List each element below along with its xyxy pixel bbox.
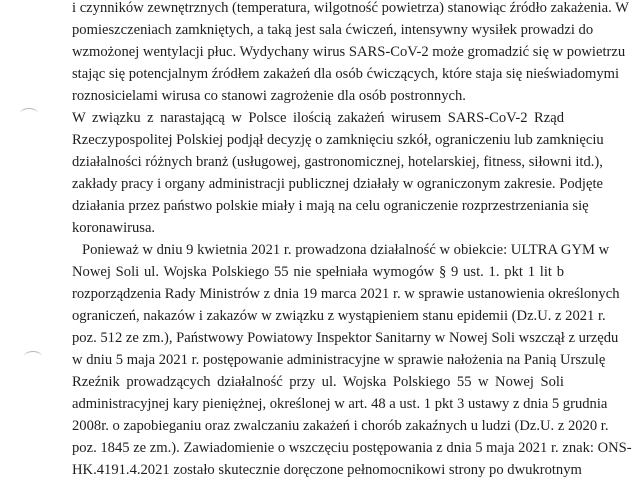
punch-hole-mark <box>20 108 38 119</box>
text-line: administracyjnej kary pieniężnej, określonej w art. 48 a ust. 1 pkt 3 ustawy z dnia 5 grudnia <box>72 396 608 412</box>
text-line: pomieszczeniach zamkniętych, a taką jest sala ćwiczeń, intensywny wysiłek prowadzi do <box>72 22 594 38</box>
text-line: Rzeczypospolitej Polskiej podjął decyzję o zamknięciu szkół, ograniczeniu lub zamknięciu <box>72 132 604 148</box>
punch-hole-mark <box>24 351 42 362</box>
text-line: działania przez państwo polskie miały i mają na celu ograniczenie rozprzestrzeniania się <box>72 198 589 214</box>
text-line: 2008r. o zapobieganiu oraz zwalczaniu zakażeń i chorób zakaźnych u ludzi (Dz.U. z 2020 r. <box>72 418 609 434</box>
text-line: rozporządzenia Rady Ministrów z dnia 19 marca 2021 r. w sprawie ustanowienia określonych <box>72 286 620 302</box>
text-line: poz. 512 ze zm.), Państwowy Powiatowy Inspektor Sanitarny w Nowej Soli wszczął z urzędu <box>72 330 619 346</box>
paragraph-3 <box>72 239 632 481</box>
text-line: poz. 1845 ze zm.). Zawiadomienie o wszczęciu postępowania z dnia 5 maja 2021 r. znak: ONS- <box>72 440 632 456</box>
paragraph-2 <box>72 107 604 239</box>
text-line: ograniczeń, nakazów i zakazów w związku z wystąpieniem stanu epidemii (Dz.U. z 2021 r. <box>72 308 606 324</box>
text-line: zakłady pracy i organy administracji publicznej działały w ograniczonym zakresie. Podjęte <box>72 176 603 192</box>
text-line: Rzeźnik prowadzących działalność przy ul. Wojska Polskiego 55 w Nowej Soli <box>72 374 564 390</box>
text-line: stając się potencjalnym źródłem zakażeń dla osób ćwiczących, które staja się nieświadomymi <box>72 66 620 82</box>
text-line: i czynników zewnętrznych (temperatura, wilgotność powietrza) stanowiąc źródło zakażenia. W <box>72 0 629 16</box>
text-line: w dniu 5 maja 2021 r. postępowanie administracyjne w sprawie nałożenia na Panią Urszulę <box>72 352 606 368</box>
text-line: W związku z narastającą w Polsce ilością zakażeń wirusem SARS-CoV-2 Rząd <box>72 110 564 126</box>
text-line: działalności różnych branż (usługowej, gastronomicznej, hotelarskiej, fitness, siłowni itd.), <box>72 154 603 170</box>
text-line: wzmożonej wentylacji płuc. Wydychany wirus SARS-CoV-2 może gromadzić się w powietrzu <box>72 44 626 60</box>
text-line: Nowej Soli ul. Wojska Polskiego 55 nie spełniała wymogów § 9 ust. 1. pkt 1 lit b <box>72 264 564 280</box>
text-line: koronawirusa. <box>72 220 156 236</box>
text-line: Ponieważ w dniu 9 kwietnia 2021 r. prowadzona działalność w obiekcie: ULTRA GYM w <box>82 242 610 258</box>
paragraph-1 <box>72 0 629 107</box>
document-page <box>72 0 632 481</box>
text-line: HK.4191.4.2021 zostało skutecznie doręczone pełnomocnikowi strony po dwukrotnym <box>72 462 582 478</box>
text-line: roznosicielami wirusa co stanowi zagrożenie dla osób postronnych. <box>72 88 466 104</box>
